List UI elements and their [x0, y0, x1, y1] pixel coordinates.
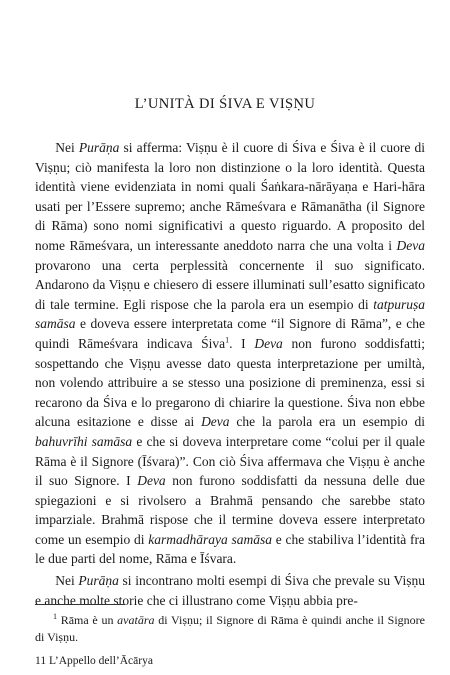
text-run: non furono soddisfatti da nessuna delle due spiegazioni e si rivolsero a Brahmā pensando che sarebbe stato imparziale. Brahmā rispose che il termine doveva essere interpretato come un esempio di — [35, 473, 426, 547]
text-run: che la parola era un esempio di — [229, 414, 425, 430]
text-run: non furono soddisfatti; sospettando che Viṣṇu avesse dato questa interpretazione per umiltà, non volendo attribuire a se stesso una posizione di preminenza, essi si recarono da Śiva e lo pregarono di chiarire la questione. Śiva non ebbe alcuna esitazione e disse ai — [35, 335, 425, 430]
italic-term: Deva — [254, 335, 283, 351]
paragraph — [35, 138, 425, 569]
footnote-ref: 1 — [53, 612, 57, 621]
text-run: Rāma è un — [57, 613, 118, 627]
text-run: . I — [229, 335, 255, 351]
italic-term: Deva — [201, 414, 230, 430]
italic-term: bahuvrīhi samāsa — [35, 433, 133, 449]
italic-term: Purāṇa — [78, 140, 120, 155]
text-run: e che si doveva interpretare come “colui per il quale Rāma è il Signore (Īśvara)”. Con ciò Śiva affermava che Viṣṇu è anche il suo Signore. I — [35, 433, 425, 489]
text-run: si incontrano molti esempi di Śiva che prevale su Viṣṇu e anche molte storie che ci illustrano come Viṣṇu abbia pre- — [35, 573, 425, 608]
italic-term: avatāra — [117, 613, 155, 627]
text-run: Nei — [55, 573, 79, 589]
footnote — [35, 612, 425, 646]
text-run: Nei — [55, 140, 79, 155]
italic-term: Deva — [137, 473, 166, 489]
italic-term: tatpuruṣa samāsa — [35, 296, 425, 332]
chapter-title: L’UNITÀ DI ŚIVA E VIṢṆU — [134, 96, 316, 112]
text-run: provarono una certa perplessità concernente il suo significato. Andarono da Viṣṇu e chiesero di essere illuminati sull’esatto significato di tale termine. Egli rispose che la parola era un esempio di — [35, 257, 425, 312]
text-run: di Viṣṇu; il Signore di Rāma è quindi anche il Signore di Viṣṇu. — [35, 613, 425, 644]
footnote-divider — [35, 604, 125, 605]
italic-term: Purāṇa — [78, 573, 119, 589]
text-run: e che stabiliva l’identità fra le due parti del nome, Rāma e Īśvara. — [35, 531, 426, 567]
italic-term: karmadhāraya samāsa — [148, 531, 273, 547]
body-text — [35, 138, 425, 610]
text-run: e doveva essere interpretata come “il Signore di Rāma”, e che quindi Rāmeśvara indicava Śiva — [35, 316, 425, 351]
footnote-ref: 1 — [225, 335, 230, 345]
text-run: si afferma: Viṣṇu è il cuore di Śiva e Śiva è il cuore di Viṣṇu; ciò manifesta la loro non distinzione o la loro identità. Questa identità viene evidenziata in nomi quali Śaṅkara-nārāyaṇa e Hari-hāra usati per l’Essere supremo; anche Rāmeśvara e Rāmanātha (il Signore di Rāma) sono nomi significativi a questo riguardo. A proposito del nome Rāmeśvara, un interessante aneddoto narra che una volta i — [35, 140, 425, 253]
italic-term: Deva — [396, 237, 425, 253]
page-footer: 11 L’Appello dell’Ācārya — [35, 655, 153, 667]
